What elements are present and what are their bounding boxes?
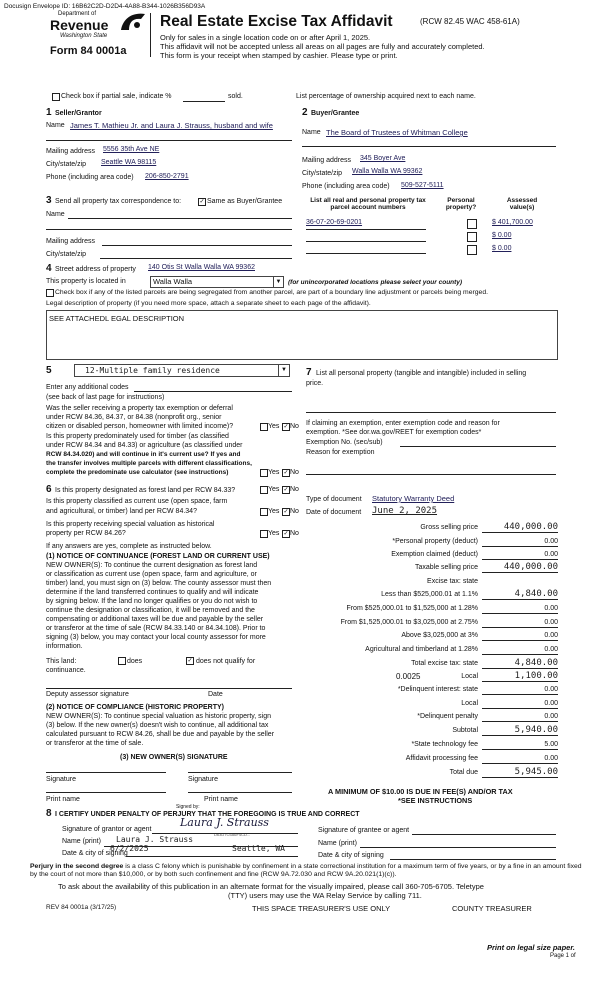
tax-row-label: *Delinquent penalty	[417, 713, 478, 720]
page-number: Page 1 of	[550, 953, 576, 959]
grantee-name-line[interactable]	[360, 847, 556, 848]
owner-sig-label-2: Signature	[188, 776, 218, 783]
header-divider	[150, 13, 151, 57]
additional-codes-line[interactable]	[134, 391, 292, 392]
partial-sold: sold.	[228, 93, 243, 100]
exemption-q-line3: citizen or disabled person, homeowner with limited income)?	[46, 423, 234, 430]
personal-property-checkbox-1[interactable]	[467, 219, 477, 229]
doc-type-label: Type of document	[306, 496, 362, 503]
tax-row-value[interactable]: 4,840.00	[514, 658, 558, 668]
exempt-claim-2: exemption. *See dor.wa.gov/REET for exemption codes*	[306, 429, 482, 436]
tax-row-value[interactable]: 0.00	[544, 686, 558, 693]
timber-q-line1: Is this property predominately used for timber (as classified	[46, 433, 229, 440]
notice1-title: (1) NOTICE OF CONTINUANCE (FOREST LAND OR CURRENT USE)	[46, 553, 270, 560]
forest-q: Is this property designated as forest land per RCW 84.33?	[55, 487, 236, 494]
notice1-l7: compensating or additional taxes will be due and payable by the seller	[46, 616, 264, 623]
current-use-no-label: No	[290, 508, 299, 515]
if-yes-note: If any answers are yes, complete as instructed below.	[46, 543, 212, 550]
grantor-date-label: Date & city of signing	[62, 850, 128, 857]
tax-value-line	[482, 708, 558, 709]
grantor-sig-line[interactable]	[152, 833, 298, 834]
buyer-city[interactable]: Walla Walla WA 99362	[352, 168, 423, 175]
buyer-section-number: 2	[302, 107, 308, 118]
tax-row-label: *State technology fee	[411, 741, 478, 748]
county-note: (for unincorporated locations please select your county)	[288, 279, 463, 286]
assessed-value-header: Assessed value(s)	[506, 197, 538, 211]
exemption-q-line2: under RCW 84.36, 84.37, or 84.38 (nonprofit org., senior	[46, 414, 222, 421]
segregate-checkbox[interactable]	[46, 289, 54, 297]
exemption-yes-label: Yes	[268, 423, 280, 430]
timber-yes-label: Yes	[268, 469, 280, 476]
seller-name-label: Name	[46, 122, 65, 129]
notice2-title: (2) NOTICE OF COMPLIANCE (HISTORIC PROPERTY)	[46, 704, 224, 711]
same-as-buyer-label: Same as Buyer/Grantee	[207, 198, 283, 205]
certify-title: I CERTIFY UNDER PENALTY OF PERJURY THAT THE FOREGOING IS TRUE AND CORRECT	[55, 811, 360, 818]
corr-line-2[interactable]	[46, 229, 292, 230]
alt-format-1: To ask about the availability of this publication in an alternate format for the visually impaired, please call 360-705-6705. Teletype	[58, 882, 484, 891]
forest-yes-checkbox[interactable]	[260, 486, 268, 494]
corr-city-label: City/state/zip	[46, 251, 87, 258]
timber-q-line5: complete the predominate use calculator (see instructions)	[46, 469, 229, 476]
seller-name[interactable]: James T. Mathieu Jr. and Laura J. Strauss, husband and wife	[70, 121, 273, 130]
seller-phone[interactable]: 206-850-2791	[145, 173, 189, 180]
buyer-line-1	[302, 146, 556, 147]
located-label: This property is located in	[46, 278, 126, 285]
tax-value-line	[482, 735, 558, 736]
logo-state: Washington State	[60, 33, 108, 39]
header-line-1: Only for sales in a single location code on or after April 1, 2025.	[160, 33, 371, 42]
tax-row-label: *Personal property (deduct)	[392, 538, 478, 545]
notice1-l3: timber) land, you must sign on (3) below. The county assessor must then	[46, 580, 272, 587]
seller-section-number: 1	[46, 107, 52, 118]
tax-row-value[interactable]: 0.00	[544, 632, 558, 639]
local-rate: 0.0025	[396, 672, 421, 681]
tax-row-value[interactable]: 5,945.00	[514, 767, 558, 777]
segregate-label: Check box if any of the listed parcels are being segregated from another parcel, are part of a boundary line adjustment or parcels being merged.	[55, 289, 488, 296]
sec7-text-1: List all personal property (tangible and intangible) included in selling	[316, 370, 527, 377]
legal-description-label: Legal description of property (if you need more space, attach a separate sheet to each page of the affidavit).	[46, 300, 371, 307]
treasurer-use: THIS SPACE TREASURER'S USE ONLY	[252, 904, 391, 913]
tax-value-line	[482, 749, 558, 750]
personal-property-line[interactable]	[306, 412, 556, 413]
timber-no-checkbox[interactable]: ✓	[283, 470, 289, 476]
see-back-note: (see back of last page for instructions)	[46, 394, 165, 401]
personal-property-section-number: 7	[306, 367, 312, 378]
timber-no-label: No	[290, 469, 299, 476]
exemption-q-line1: Was the seller receiving a property tax exemption or deferral	[46, 405, 233, 412]
form-rcw: (RCW 82.45 WAC 458-61A)	[420, 17, 520, 26]
property-section-number: 4	[46, 263, 52, 274]
header-line-3: This form is your receipt when stamped by cashier. Please type or print.	[160, 51, 398, 60]
buyer-mail-label: Mailing address	[302, 157, 352, 164]
assessed-value-3[interactable]: $ 0.00	[492, 245, 512, 252]
forest-no-checkbox[interactable]: ✓	[283, 487, 289, 493]
see-instructions: *SEE INSTRUCTIONS	[398, 796, 473, 805]
parcel-line-2	[306, 241, 426, 242]
continuance-label: continuance.	[46, 667, 86, 674]
revision: REV 84 0001a (3/17/25)	[46, 904, 117, 911]
notice1-l4: determine if the land transferred continues to qualify and will indicate	[46, 589, 259, 596]
signature-hash: D63D7C5A6F4CD...	[214, 832, 251, 837]
seller-city-label: City/state/zip	[46, 161, 87, 168]
tax-value-line	[482, 694, 558, 695]
use-code-select[interactable]	[74, 364, 290, 377]
tax-row-label: Excise tax: state	[427, 578, 478, 585]
county-treasurer: COUNTY TREASURER	[452, 904, 532, 913]
owner-sig-line-1[interactable]	[46, 772, 166, 773]
revenue-logo-icon	[117, 10, 147, 34]
parcel-line-3	[306, 253, 426, 254]
perjury-text: is a class C felony which is punishable by confinement in a state correctional institution for a maximum term of five years, or by a fine in an amount fixed by the court of not more than $10,000, or by both such confinement and fine (RCW 9A.72.030 and RCW 9A.20.021(1)(c)).	[30, 863, 582, 878]
docusign-envelope-id: Docusign Envelope ID: 16B62C2D-D2D4-4A88-B344-1026B356D93A	[4, 3, 206, 10]
tax-value-line	[482, 627, 558, 628]
buyer-phone[interactable]: 509-527-5111	[401, 182, 444, 189]
tax-row-value[interactable]: 440,000.00	[503, 562, 558, 572]
tax-row-value[interactable]: 0.00	[544, 700, 558, 707]
tax-value-line	[482, 681, 558, 682]
buyer-name[interactable]: The Board of Trustees of Whitman College	[326, 128, 468, 137]
seller-mail-label: Mailing address	[46, 148, 96, 155]
current-use-yes-label: Yes	[268, 508, 280, 515]
new-owner-sig-title: (3) NEW OWNER(S) SIGNATURE	[120, 754, 228, 761]
grantee-sig-label: Signature of grantee or agent	[318, 827, 410, 834]
owner-print-line-1[interactable]	[46, 792, 166, 793]
tax-value-line	[482, 532, 558, 533]
tax-value-line	[482, 763, 558, 764]
buyer-mail[interactable]: 345 Boyer Ave	[360, 155, 406, 162]
partial-sale-checkbox[interactable]	[52, 93, 60, 101]
seller-phone-label: Phone (including area code)	[46, 174, 134, 181]
tax-row-value[interactable]: 1,100.00	[514, 671, 558, 681]
tax-row-label: Above $3,025,000 at 3%	[401, 632, 478, 639]
tax-row-label: Exemption claimed (deduct)	[391, 551, 478, 558]
owner-print-line-2[interactable]	[188, 792, 292, 793]
land-does-label: does	[127, 658, 143, 665]
grantor-signature-image: Laura J. Strauss	[180, 816, 269, 829]
parcel-header: List all real and personal property tax parcel account numbers	[310, 197, 426, 211]
alt-format-2: (TTY) users may use the WA Relay Service by calling 711.	[228, 891, 422, 900]
tax-row-value[interactable]: 4,840.00	[514, 589, 558, 599]
tax-row-label: Local	[461, 673, 478, 680]
corr-mail-line[interactable]	[102, 245, 292, 246]
current-use-no-checkbox[interactable]: ✓	[283, 509, 289, 515]
legal-description-text: SEE ATTACHEDL EGAL DESCRIPTION	[49, 314, 185, 323]
tax-value-line	[482, 546, 558, 547]
tax-row-label: *Delinquent interest: state	[397, 686, 478, 693]
notice2-l4: or transferor at the time of sale.	[46, 740, 144, 747]
parcel-line-1	[306, 229, 426, 230]
current-use-q1: Is this property classified as current use (open space, farm	[46, 498, 228, 505]
personal-property-checkbox-3[interactable]	[467, 245, 477, 255]
partial-sale-label: Check box if partial sale, indicate %	[61, 93, 172, 100]
historic-q2: property per RCW 84.26?	[46, 530, 126, 537]
perjury-bold: Perjury in the second degree	[30, 863, 124, 870]
historic-q1: Is this property receiving special valuation as historical	[46, 521, 215, 528]
land-does-not-label: does not qualify for	[196, 658, 256, 665]
buyer-phone-label: Phone (including area code)	[302, 183, 390, 190]
street-label: Street address of property	[55, 266, 136, 273]
buyer-name-label: Name	[302, 129, 321, 136]
tax-row-value[interactable]: 0.00	[544, 551, 558, 558]
buyer-city-label: City/state/zip	[302, 170, 343, 177]
land-does-not-checkbox[interactable]: ✓	[187, 658, 193, 664]
ownership-note: List percentage of ownership acquired next to each name.	[296, 93, 476, 100]
correspondence-section-number: 3	[46, 195, 52, 206]
use-code-value: 12-Multiple family residence	[85, 366, 220, 375]
tax-value-line	[482, 721, 558, 722]
notice1-l5: by signing below. If the land no longer qualifies or you do not wish to	[46, 598, 258, 605]
this-land-label: This land:	[46, 658, 77, 665]
form-title: Real Estate Excise Tax Affidavit	[160, 13, 393, 30]
chevron-down-icon: ▼	[278, 365, 289, 376]
corr-city-line[interactable]	[100, 258, 292, 259]
tax-row-label: From $1,525,000.01 to $3,025,000 at 2.75%	[340, 619, 478, 626]
legal-description-field[interactable]	[46, 310, 558, 360]
assessed-value-1[interactable]: $ 401,700.00	[492, 219, 533, 226]
tax-row-label: Affidavit processing fee	[405, 755, 478, 762]
tax-value-line	[482, 572, 558, 573]
exemption-no-label: Exemption No. (sec/sub)	[306, 439, 383, 446]
forest-section-number: 6	[46, 484, 52, 495]
signed-by-label: Signed by:	[176, 804, 200, 810]
tax-row-label: Total excise tax: state	[411, 660, 478, 667]
notice2-l1: NEW OWNER(S): To continue special valuation as historic property, sign	[46, 713, 271, 720]
notice1-l8: or transferor at the time of sale (RCW 84.33.140 or 84.34.108). Prior to	[46, 625, 266, 632]
corr-name-label: Name	[46, 211, 65, 218]
tax-row-value[interactable]: 440,000.00	[503, 522, 558, 532]
tax-value-line	[482, 640, 558, 641]
land-does-checkbox[interactable]	[118, 657, 126, 665]
timber-yes-checkbox[interactable]	[260, 469, 268, 477]
tax-row-label: Subtotal	[452, 727, 478, 734]
grantor-sig-label: Signature of grantor or agent	[62, 826, 152, 833]
exemption-no-checkbox[interactable]: ✓	[283, 424, 289, 430]
perjury-notice	[30, 863, 582, 879]
tax-row-label: From $525,000.01 to $1,525,000 at 1.28%	[346, 605, 478, 612]
county-value: Walla Walla	[153, 277, 193, 286]
grantee-date-label: Date & city of signing	[318, 852, 384, 859]
notice2-l3: calculated pursuant to RCW 84.26, shall be due and payable by the seller	[46, 731, 275, 738]
tax-value-line	[482, 613, 558, 614]
same-as-buyer-checkbox[interactable]: ✓	[199, 199, 205, 205]
tax-row-value[interactable]: 0.00	[544, 605, 558, 612]
street-address[interactable]: 140 Otis St Walla Walla WA 99362	[148, 264, 255, 271]
forest-no-label: No	[290, 486, 299, 493]
tax-row-value[interactable]: 0.00	[544, 538, 558, 545]
timber-q-line3: RCW 84.34.020) and will continue in it's current use? If yes and	[46, 451, 241, 458]
owner-sig-line-2[interactable]	[188, 772, 292, 773]
doc-date-label: Date of document	[306, 509, 362, 516]
doc-type[interactable]: Statutory Warranty Deed	[372, 494, 455, 503]
chevron-down-icon: ▼	[273, 277, 283, 287]
tax-value-line	[482, 654, 558, 655]
notice1-l6: continue the designation or classification, it will be removed and the	[46, 607, 255, 614]
use-code-section-number: 5	[46, 365, 52, 376]
seller-line-1	[46, 140, 292, 141]
minimum-due: A MINIMUM OF $10.00 IS DUE IN FEE(S) AND/OR TAX	[328, 787, 513, 796]
tax-row-label: Taxable selling price	[414, 564, 478, 571]
historic-yes-label: Yes	[268, 530, 280, 537]
tax-value-line	[482, 599, 558, 600]
tax-value-line	[482, 559, 558, 560]
legal-paper-note: Print on legal size paper.	[487, 943, 575, 952]
exemption-no-line[interactable]	[400, 446, 556, 447]
tax-row-value[interactable]: 5.00	[544, 741, 558, 748]
tax-row-value[interactable]: 0.00	[544, 755, 558, 762]
owner-print-label-2: Print name	[204, 796, 238, 803]
notice1-l1: NEW OWNER(S): To continue the current designation as forest land	[46, 562, 258, 569]
grantor-city[interactable]: Seattle, WA	[232, 844, 285, 853]
tax-row-value[interactable]: 0.00	[544, 646, 558, 653]
tax-row-value[interactable]: 0.00	[544, 713, 558, 720]
grantor-date[interactable]: 6/2/2025	[110, 844, 149, 853]
exemption-yes-checkbox[interactable]	[260, 423, 268, 431]
partial-percent-line[interactable]	[183, 101, 225, 102]
owner-print-label-1: Print name	[46, 796, 80, 803]
notice1-l2: or classification as current use (open space, farm and agriculture, or	[46, 571, 257, 578]
tax-row-value[interactable]: 5,940.00	[514, 725, 558, 735]
corr-name-line[interactable]	[68, 218, 292, 219]
county-select[interactable]	[150, 276, 284, 288]
deputy-label: Deputy assessor signature	[46, 691, 129, 698]
tax-row-label: Total due	[449, 769, 478, 776]
tax-row-label: Agricultural and timberland at 1.28%	[365, 646, 478, 653]
historic-yes-checkbox[interactable]	[260, 530, 268, 538]
notice2-l2: (3) below. If the new owner(s) doesn't wish to continue, all additional tax	[46, 722, 269, 729]
seller-mail[interactable]: 5556 35th Ave NE	[103, 146, 160, 153]
correspondence-label: Send all property tax correspondence to:	[55, 198, 182, 205]
notice1-l9: signing (3) below, you may contact your local county assessor for more	[46, 634, 266, 641]
grantee-date-line[interactable]	[390, 859, 556, 860]
seller-city[interactable]: Seattle WA 98115	[101, 159, 157, 166]
deputy-signature-line[interactable]	[46, 688, 292, 689]
buyer-title: Buyer/Grantee	[311, 110, 360, 117]
grantee-sig-line[interactable]	[412, 834, 556, 835]
additional-codes-label: Enter any additional codes	[46, 384, 129, 391]
header-line-2: This affidavit will not be accepted unless all areas on all pages are fully and accurately completed.	[160, 42, 485, 51]
reason-label: Reason for exemption	[306, 449, 375, 456]
sec7-text-2: price.	[306, 380, 324, 387]
logo-dept: Department of	[58, 11, 97, 17]
seller-title: Seller/Grantor	[55, 110, 102, 117]
tax-row-label: Local	[461, 700, 478, 707]
historic-no-checkbox[interactable]: ✓	[283, 531, 289, 537]
current-use-q2: and agricultural, or timber) land per RCW 84.34?	[46, 508, 197, 515]
grantor-name-label: Name (print)	[62, 838, 101, 845]
current-use-yes-checkbox[interactable]	[260, 508, 268, 516]
certify-section-number: 8	[46, 808, 52, 819]
grantor-name-printed[interactable]: Laura J. Strauss	[116, 835, 194, 844]
corr-mail-label: Mailing address	[46, 238, 96, 245]
exempt-claim-1: If claiming an exemption, enter exemption code and reason for	[306, 420, 500, 427]
deputy-date-label: Date	[208, 691, 223, 698]
logo-revenue: Revenue	[50, 17, 109, 33]
notice1-l10: information.	[46, 643, 83, 650]
tax-row-label: Gross selling price	[420, 524, 478, 531]
personal-property-header: Personal property?	[445, 197, 477, 211]
tax-row-label: Less than $525,000.01 at 1.1%	[381, 591, 478, 598]
exemption-no-label: No	[290, 423, 299, 430]
tax-value-line	[482, 777, 558, 778]
parcel-1[interactable]: 36-07-20-69-0201	[306, 219, 363, 226]
assessed-value-2[interactable]: $ 0.00	[492, 232, 512, 239]
owner-sig-label-1: Signature	[46, 776, 76, 783]
personal-property-checkbox-2[interactable]	[467, 232, 477, 242]
tax-value-line	[482, 668, 558, 669]
grantee-name-label: Name (print)	[318, 840, 357, 847]
timber-q-line4: the transfer involves multiple parcels with different classifications,	[46, 460, 252, 467]
timber-q-line2: under RCW 84.34 and 84.33) or agriculture (as classified under	[46, 442, 243, 449]
forest-yes-label: Yes	[268, 486, 280, 493]
doc-date[interactable]: June 2, 2025	[372, 506, 438, 516]
tax-row-value[interactable]: 0.00	[544, 619, 558, 626]
historic-no-label: No	[290, 530, 299, 537]
grantor-date-line	[126, 856, 298, 857]
reason-line-1[interactable]	[306, 474, 556, 475]
form-number: Form 84 0001a	[50, 45, 127, 57]
